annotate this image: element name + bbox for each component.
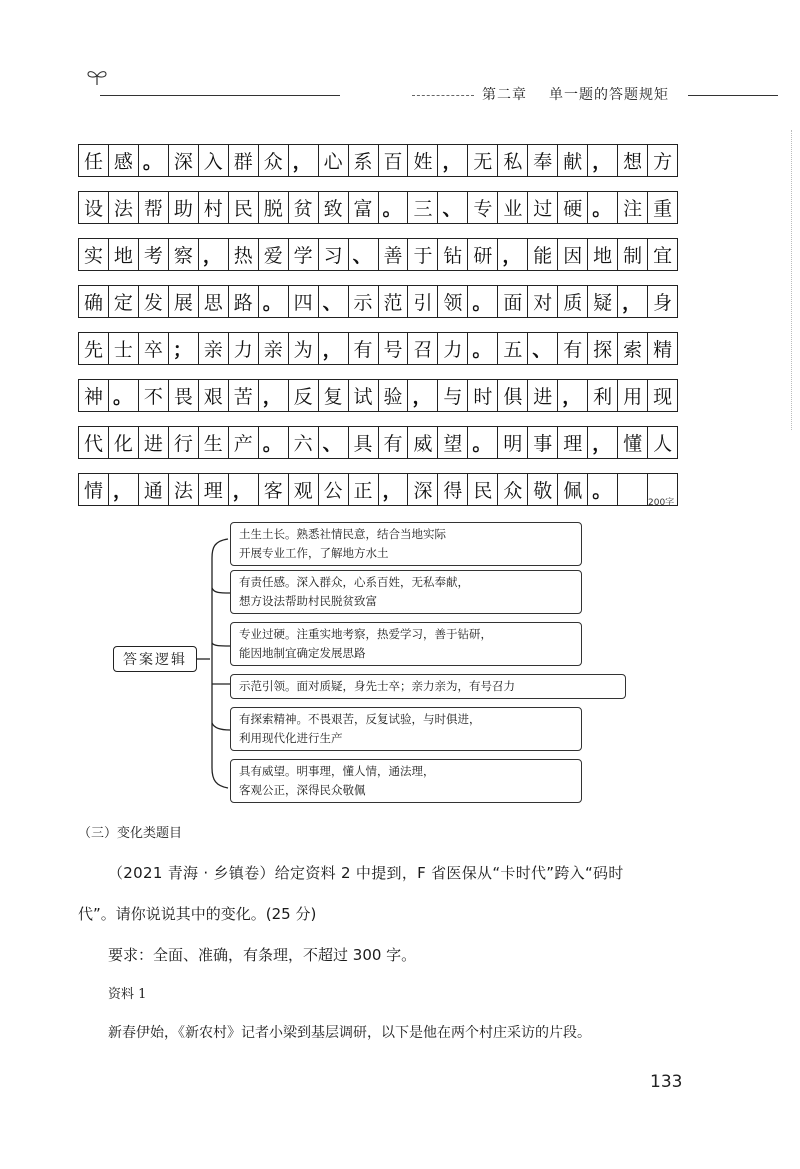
grid-cell: ； (169, 333, 199, 364)
grid-cell: 有 (558, 333, 588, 364)
grid-row (78, 379, 678, 412)
grid-cell: 、 (528, 333, 558, 364)
chapter-number: 第二章 (482, 87, 527, 103)
grid-cell: 。 (588, 192, 618, 223)
grid-cell: 路 (229, 286, 259, 317)
grid-cell: 生 (199, 427, 229, 458)
grid-cell: 致 (319, 192, 349, 223)
grid-cell: 情 (79, 474, 109, 505)
grid-cell: ， (618, 286, 648, 317)
grid-cell: 召 (408, 333, 438, 364)
grid-cell: 身 (648, 286, 678, 317)
grid-cell: 引 (408, 286, 438, 317)
grid-cell: 观 (289, 474, 319, 505)
grid-cell: 亲 (199, 333, 229, 364)
binding-margin (791, 130, 792, 430)
grid-cell: 力 (438, 333, 468, 364)
header-rule-left (100, 95, 340, 96)
grid-cell: 脱 (259, 192, 289, 223)
grid-cell: 苦 (229, 380, 259, 411)
grid-cell: 。 (379, 192, 409, 223)
grid-cell: 于 (408, 239, 438, 270)
node-text-line: 客观公正，深得民众敬佩 (239, 783, 366, 797)
grid-cell: 索 (618, 333, 648, 364)
grid-cell: 思 (199, 286, 229, 317)
grid-cell: 制 (618, 239, 648, 270)
grid-cell: 卒 (139, 333, 169, 364)
grid-cell: 热 (229, 239, 259, 270)
grid-cell: 三 (408, 192, 438, 223)
grid-cell: 群 (229, 145, 259, 176)
grid-cell: 帮 (139, 192, 169, 223)
grid-cell: 专 (468, 192, 498, 223)
grid-cell: 、 (349, 239, 379, 270)
grid-cell: ， (289, 145, 319, 176)
grid-cell: 深 (169, 145, 199, 176)
grid-cell: 事 (528, 427, 558, 458)
node-text-line: 土生土长。熟悉社情民意，结合当地实际 (239, 527, 446, 541)
node-text-line: 有探索精神。不畏艰苦，反复试验，与时俱进， (239, 712, 481, 726)
grid-cell: 利 (588, 380, 618, 411)
grid-cell: 理 (199, 474, 229, 505)
section-subheading: （三）变化类题目 (78, 826, 183, 841)
grid-cell: 与 (438, 380, 468, 411)
grid-cell: 面 (498, 286, 528, 317)
node-text-line: 示范引领。面对质疑，身先士卒；亲力亲为，有号召力 (239, 679, 515, 693)
grid-cell: 考 (139, 239, 169, 270)
grid-cell: 得 (438, 474, 468, 505)
grid-cell: 。 (139, 145, 169, 176)
grid-cell: 钻 (438, 239, 468, 270)
grid-cell: 五 (498, 333, 528, 364)
node-text-line: 开展专业工作，了解地方水土 (239, 546, 389, 560)
grid-row (78, 426, 678, 459)
grid-cell: 质 (558, 286, 588, 317)
grid-cell: 公 (319, 474, 349, 505)
grid-cell: 、 (319, 427, 349, 458)
answer-grid (78, 144, 678, 520)
grid-cell: 任 (79, 145, 109, 176)
grid-cell: 注 (618, 192, 648, 223)
grid-cell: 无 (468, 145, 498, 176)
grid-cell: 佩 (558, 474, 588, 505)
grid-cell: 行 (169, 427, 199, 458)
node-text-line: 能因地制宜确定发展思路 (239, 646, 366, 660)
grid-row (78, 144, 678, 177)
page-number: 133 (650, 1072, 683, 1092)
grid-cell: ， (319, 333, 349, 364)
grid-cell: 善 (379, 239, 409, 270)
header-rule-right (688, 95, 778, 96)
grid-cell: 设 (79, 192, 109, 223)
grid-cell: 化 (109, 427, 139, 458)
grid-cell: 为 (289, 333, 319, 364)
grid-cell: 。 (588, 474, 618, 505)
grid-cell: 村 (199, 192, 229, 223)
grid-cell: ， (558, 380, 588, 411)
grid-cell: 。 (259, 427, 289, 458)
grid-cell: 威 (408, 427, 438, 458)
grid-cell: 先 (79, 333, 109, 364)
grid-cell: 法 (169, 474, 199, 505)
diagram-node-1 (230, 522, 582, 566)
grid-cell: 号 (379, 333, 409, 364)
grid-cell: 客 (259, 474, 289, 505)
grid-cell: 。 (109, 380, 139, 411)
grid-cell: 、 (438, 192, 468, 223)
grid-cell: 民 (229, 192, 259, 223)
grid-cell: 。 (468, 427, 498, 458)
grid-cell: 人 (648, 427, 678, 458)
grid-cell: ， (408, 380, 438, 411)
grid-cell: 众 (498, 474, 528, 505)
grid-cell: 过 (528, 192, 558, 223)
page-header (0, 0, 800, 110)
grid-row (78, 191, 678, 224)
grid-cell: 反 (289, 380, 319, 411)
grid-cell: 复 (319, 380, 349, 411)
grid-cell: ， (438, 145, 468, 176)
grid-cell: 业 (498, 192, 528, 223)
grid-cell: 民 (468, 474, 498, 505)
grid-cell: 助 (169, 192, 199, 223)
diagram-node-5 (230, 707, 582, 751)
grid-cell: 进 (528, 380, 558, 411)
grid-cell: ， (229, 474, 259, 505)
grid-cell: ， (259, 380, 289, 411)
grid-cell: 验 (379, 380, 409, 411)
diagram-node-4 (230, 674, 626, 699)
grid-cell: 正 (349, 474, 379, 505)
grid-cell: 不 (139, 380, 169, 411)
grid-cell: 畏 (169, 380, 199, 411)
logic-diagram (100, 518, 640, 818)
grid-cell: ， (199, 239, 229, 270)
grid-cell: 感 (109, 145, 139, 176)
grid-cell: 时 (468, 380, 498, 411)
grid-cell: 贫 (289, 192, 319, 223)
character-count: 200字 (648, 498, 675, 508)
grid-cell: 众 (259, 145, 289, 176)
grid-cell: 六 (289, 427, 319, 458)
grid-cell: 富 (349, 192, 379, 223)
grid-cell: 研 (468, 239, 498, 270)
grid-cell: 代 (79, 427, 109, 458)
grid-cell: 用 (618, 380, 648, 411)
node-text-line: 专业过硬。注重实地考察，热爱学习，善于钻研， (239, 627, 492, 641)
grid-cell: 有 (349, 333, 379, 364)
grid-cell: 爱 (259, 239, 289, 270)
grid-cell: ， (588, 427, 618, 458)
grid-cell: 现 (648, 380, 678, 411)
grid-cell: 示 (349, 286, 379, 317)
chapter-name: 单一题的答题规矩 (549, 87, 669, 103)
grid-cell: 法 (109, 192, 139, 223)
grid-cell: 习 (319, 239, 349, 270)
grid-cell: 俱 (498, 380, 528, 411)
grid-cell: 地 (109, 239, 139, 270)
grid-cell: 、 (319, 286, 349, 317)
grid-cell: ， (109, 474, 139, 505)
grid-cell: 力 (229, 333, 259, 364)
grid-cell: 能 (528, 239, 558, 270)
grid-cell: 神 (79, 380, 109, 411)
grid-cell: 亲 (259, 333, 289, 364)
node-text-line: 利用现代化进行生产 (239, 731, 343, 745)
grid-cell: 察 (169, 239, 199, 270)
grid-row (78, 332, 678, 365)
grid-row (78, 285, 678, 318)
grid-cell: 。 (259, 286, 289, 317)
grid-cell: 领 (438, 286, 468, 317)
grid-cell: 理 (558, 427, 588, 458)
grid-cell: 入 (199, 145, 229, 176)
grid-cell: 因 (558, 239, 588, 270)
grid-cell: 实 (79, 239, 109, 270)
grid-cell: 重 (648, 192, 678, 223)
grid-cell: 奉 (528, 145, 558, 176)
grid-cell: 心 (319, 145, 349, 176)
grid-cell: 通 (139, 474, 169, 505)
grid-cell: 疑 (588, 286, 618, 317)
question-text-line-2: 代”。请你说说其中的变化。(25 分) (78, 905, 317, 923)
grid-cell: 。 (468, 286, 498, 317)
grid-cell: 敬 (528, 474, 558, 505)
grid-cell: 学 (289, 239, 319, 270)
node-text-line: 有责任感。深入群众，心系百姓，无私奉献， (239, 575, 469, 589)
grid-cell: 。 (468, 333, 498, 364)
grid-cell: 产 (229, 427, 259, 458)
grid-cell: 确 (79, 286, 109, 317)
grid-cell: 试 (349, 380, 379, 411)
grid-cell: 精 (648, 333, 678, 364)
material-intro: 新春伊始，《新农村》记者小梁到基层调研，以下是他在两个村庄采访的片段。 (108, 1025, 591, 1041)
diagram-node-6 (230, 759, 582, 803)
grid-cell: 艰 (199, 380, 229, 411)
grid-cell: 宜 (648, 239, 678, 270)
grid-cell: ， (379, 474, 409, 505)
header-rule-dashed (412, 95, 474, 96)
diagram-node-2 (230, 570, 582, 614)
grid-cell: 献 (558, 145, 588, 176)
grid-cell: 地 (588, 239, 618, 270)
question-text-line-1: （2021 青海 · 乡镇卷）给定资料 2 中提到，F 省医保从“卡时代”跨入“码时 (108, 864, 624, 882)
grid-cell: 定 (109, 286, 139, 317)
grid-cell: 范 (379, 286, 409, 317)
grid-cell: ， (498, 239, 528, 270)
grid-cell: 探 (588, 333, 618, 364)
grid-cell: 方 (648, 145, 678, 176)
grid-cell: 四 (289, 286, 319, 317)
grid-cell: 士 (109, 333, 139, 364)
diagram-root: 答案逻辑 (113, 646, 197, 672)
material-label: 资料 1 (108, 987, 147, 1002)
grid-cell: 硬 (558, 192, 588, 223)
grid-cell: 展 (169, 286, 199, 317)
grid-row (78, 238, 678, 271)
grid-cell: 明 (498, 427, 528, 458)
grid-cell: 想 (618, 145, 648, 176)
grid-cell: 懂 (618, 427, 648, 458)
grid-cell: 具 (349, 427, 379, 458)
node-text-line: 想方设法帮助村民脱贫致富 (239, 594, 377, 608)
grid-cell: 姓 (408, 145, 438, 176)
grid-row (78, 473, 678, 506)
chapter-title (482, 84, 669, 104)
grid-cell: 私 (498, 145, 528, 176)
sprout-icon (86, 68, 108, 86)
grid-cell (618, 474, 648, 505)
grid-cell: 系 (349, 145, 379, 176)
grid-cell: 对 (528, 286, 558, 317)
grid-cell: 有 (379, 427, 409, 458)
grid-cell: 发 (139, 286, 169, 317)
diagram-node-3 (230, 622, 582, 666)
requirement-text: 要求：全面、准确，有条理，不超过 300 字。 (108, 946, 417, 964)
grid-cell: 深 (408, 474, 438, 505)
grid-cell: 望 (438, 427, 468, 458)
node-text-line: 具有威望。明事理，懂人情，通法理， (239, 764, 435, 778)
grid-cell: ， (588, 145, 618, 176)
grid-cell: 百 (379, 145, 409, 176)
grid-cell: 进 (139, 427, 169, 458)
